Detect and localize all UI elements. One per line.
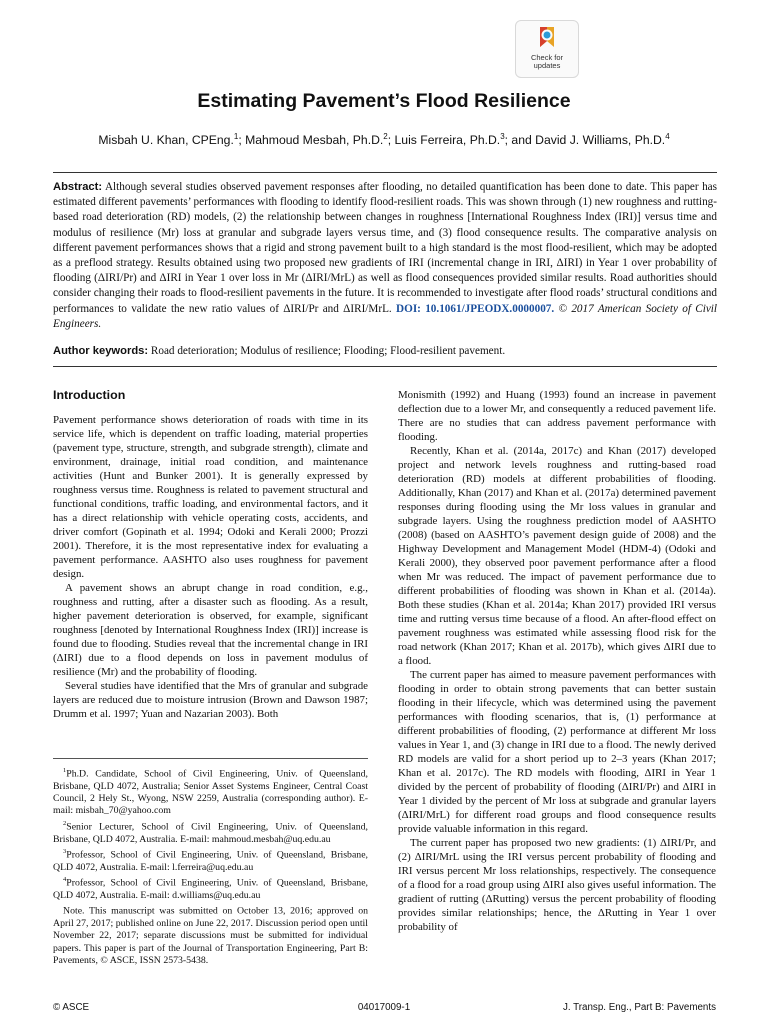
abstract-bottom-rule bbox=[53, 366, 717, 367]
footnote bbox=[53, 765, 368, 818]
footnote bbox=[53, 846, 368, 874]
abstract-top-rule bbox=[53, 172, 717, 173]
footnotes bbox=[53, 765, 368, 967]
footer-page-id: 04017009-1 bbox=[357, 1002, 411, 1013]
author-name: Misbah U. Khan, CPEng. bbox=[98, 133, 234, 148]
footnote bbox=[53, 902, 368, 967]
check-for-updates-badge[interactable] bbox=[515, 20, 579, 78]
author-affiliation-marker: 4 bbox=[665, 132, 670, 141]
copyright-notice: © 2017 American Society of Civil Engineers. bbox=[53, 302, 718, 330]
badge-line-1: Check for bbox=[530, 53, 564, 62]
intro-paragraph: A pavement shows an abrupt change in road condition, e.g., roughness and rutting, after a disaster such as flooding. As a result, higher pavement deterioration is observed, for example, significant roughness [denoted by International Roughness Index (IRI)] increase is found due to flooding. Studies reveal that the incremental change in IRI (ΔIRI) due to a flood depends on loss in pavement modulus of resilience (Mr) and the probability of flooding. bbox=[53, 582, 368, 678]
intro-paragraph: Recently, Khan et al. (2014a, 2017c) and Khan (2017) developed project and network levels roughness and rutting-based road deterioration (RD) models at different probabilities of flooding. Additionally, Khan (2017) and Khan et al. (2017a) determined pavement responses during flooding using the Mr loss values in granular and subgrade layers. Using the roughness prediction model of AASHTO (2008) (based on AASHTO’s pavement design guide of 2008) and the Highway Development and Management Model (HDM-4) (Odoki and Kerali 2000), they observed poor pavement performance after a flood when Mr was reduced. The impact of pavement performance due to different probabilities of flooding was shown in Khan et al. (2014a). Both these studies (Khan et al. 2014a; Khan 2017) provided IRI versus time and rutting versus time because of a flood. An after-flood effect on pavement roughness was estimated while assessing flood risk for the road network (Khan 2017; Khan et al. 2017b), which gives ΔIRI due to a flood. bbox=[398, 445, 716, 667]
footnote-marker: 2 bbox=[63, 819, 67, 827]
footnote-rule bbox=[53, 758, 368, 759]
footnote-marker: 3 bbox=[63, 847, 67, 855]
right-column bbox=[398, 388, 716, 934]
footnote-text: Senior Lecturer, School of Civil Engineering, Univ. of Queensland, Brisbane, QLD 4072, Australia. E-mail: mahmoud.mesbah@uq.edu.au bbox=[53, 821, 368, 845]
author-separator: ; and bbox=[504, 133, 536, 148]
intro-paragraph: The current paper has aimed to measure pavement performances with flooding in order to obtain strong pavements that can better sustain flooding in their lifecycle, which was determined using the pavement performances with flooding scenarios, that is, (1) performance at different probabilities of flooding, (2) performance at different Mr loss values in Year 1, and (3) change in IRI due to a flood. The newly derived RD models are valid for a short period up to 2–3 years (Khan 2017; Khan et al. 2017c). The RD models with flooding, ΔIRI in Year 1 divided by the percent of probability of flooding (ΔIRI/Pr) and ΔIRI in Year 1 divided by the percent of Mr loss at subgrade and granular layers (ΔIRI/MrL) for different road groups and flood consequence results provide valuable information in this regard. bbox=[398, 669, 716, 835]
crossmark-icon bbox=[536, 25, 558, 49]
abstract-label: Abstract: bbox=[53, 181, 103, 193]
author-affiliation-marker: 2 bbox=[383, 132, 388, 141]
author-name: Mahmoud Mesbah, Ph.D. bbox=[245, 133, 384, 148]
keywords-text: Road deterioration; Modulus of resilience; Flooding; Flood-resilient pavement. bbox=[148, 345, 506, 357]
intro-paragraph: Monismith (1992) and Huang (1993) found an increase in pavement deflection due to a lower Mr, and consequently a reduced pavement life. There are no studies that can address pavement performance with flooding. bbox=[398, 389, 716, 443]
keywords-label: Author keywords: bbox=[53, 345, 149, 357]
author-affiliation-marker: 1 bbox=[233, 132, 239, 141]
author-list bbox=[0, 132, 768, 147]
abstract-text: Although several studies observed pavement responses after flooding, no detailed quantification has been done to date. This paper has estimated different pavements’ performances with flooding to identify flood-resilient roads. This was shown through (1) new roughness and rutting-based road deterioration (RD) models, (2) the relationship between changes in roughness [International Roughness Index (IRI)] versus time and modulus of resilience (Mr) loss at granular and subgrade layers versus time, and (3) flood consequence results. The comparative analysis on different pavement performances shows that a rigid and strong pavement built to a high standard is the most flood-resilient, which may be adopted as a preflood strategy. Results obtained using two proposed new gradients of IRI (incremental change in IRI, ΔIRI) in Year 1 over probability of flooding (ΔIRI/Pr) and ΔIRI in Year 1 over loss in Mr (ΔIRI/MrL) as well as flood consequences provided similar results. Road authorities should consider changing their roads to flood-resilient pavements in the future. It is recommended to investigate after flood roads’ structural conditions and performances to validate the new ratio values of ΔIRI/Pr and ΔIRI/MrL. bbox=[53, 181, 717, 315]
footnote-marker: 4 bbox=[63, 876, 67, 884]
footnote-text: Ph.D. Candidate, School of Civil Engineering, Univ. of Queensland, Brisbane, QLD 4072, Australia; Senior Asset Systems Engineer, Central Coast Council, 2 Hely St., Wyong, NSW 2259, Australia (corresponding author). E-mail: misbah_70@yahoo.com bbox=[53, 768, 368, 817]
author-separator: ; bbox=[387, 133, 395, 148]
footnote-text: Professor, School of Civil Engineering, Univ. of Queensland, Brisbane, QLD 4072, Australia. E-mail: l.ferreira@uq.edu.au bbox=[53, 849, 368, 873]
doi-link[interactable]: DOI: 10.1061/JPEODX.0000007. bbox=[396, 302, 555, 315]
footnote bbox=[53, 818, 368, 846]
author-keywords bbox=[53, 345, 717, 357]
intro-paragraph: Pavement performance shows deterioration of roads with time in its service life, which is dependent on traffic loading, material properties (pavement type, structure, strength, and subgrade strength), climate and environment, drainage, initial road condition, and maintenance activities (Hunt and Bunker 2001). It is generally expressed by roughness versus time. Roughness is related to pavement structural and functional conditions, traffic loading, and environmental factors, and it has a direct relationship with vehicle operating costs, accidents, and driver comfort (Gopinath et al. 1994; Odoki and Kerali 2000; Prozzi 2001). Therefore, it is the most representative index for evaluating a pavement performance. AASHTO also uses roughness for pavement design. bbox=[53, 414, 368, 580]
footer-journal: J. Transp. Eng., Part B: Pavements bbox=[562, 1002, 716, 1013]
intro-paragraph: The current paper has proposed two new gradients: (1) ΔIRI/Pr, and (2) ΔIRI/MrL using the IRI versus percent probability of flooding and IRI versus percent Mr loss relationships, respectively. The consequence of a flood for a road group using ΔIRI also gives useful information. The gradient of rutting (ΔRutting) versus the percent probability of flooding provides similar relationships; hence, the ΔRutting in Year 1 over probability of bbox=[398, 837, 716, 933]
paper-title: Estimating Pavement’s Flood Resilience bbox=[197, 90, 571, 112]
footnote bbox=[53, 874, 368, 902]
footnote-marker: 1 bbox=[63, 767, 67, 774]
footer-publisher: © ASCE bbox=[53, 1002, 90, 1013]
intro-paragraph: Several studies have identified that the Mrs of granular and subgrade layers are reduced due to moisture intrusion (Brown and Dawson 1987; Drumm et al. 1997; Yuan and Nazarian 2003). Both bbox=[53, 680, 368, 720]
author-name: Luis Ferreira, Ph.D. bbox=[394, 133, 501, 148]
left-column bbox=[53, 413, 368, 721]
author-separator: ; bbox=[238, 133, 246, 148]
section-heading-introduction: Introduction bbox=[53, 388, 126, 402]
abstract bbox=[53, 180, 717, 332]
footnote-text: Professor, School of Civil Engineering, Univ. of Queensland, Brisbane, QLD 4072, Australia. E-mail: d.williams@uq.edu.au bbox=[53, 877, 368, 901]
footnote-text: Note. This manuscript was submitted on October 13, 2016; approved on April 27, 2017; published online on June 22, 2017. Discussion period open until November 22, 2017; separate discussions must be submitted for individual papers. This paper is part of the Journal of Transportation Engineering, Part B: Pavements, © ASCE, ISSN 2573-5438. bbox=[53, 905, 368, 967]
badge-line-2: updates bbox=[533, 61, 561, 70]
author-name: David J. Williams, Ph.D. bbox=[535, 133, 666, 148]
author-affiliation-marker: 3 bbox=[500, 132, 505, 141]
